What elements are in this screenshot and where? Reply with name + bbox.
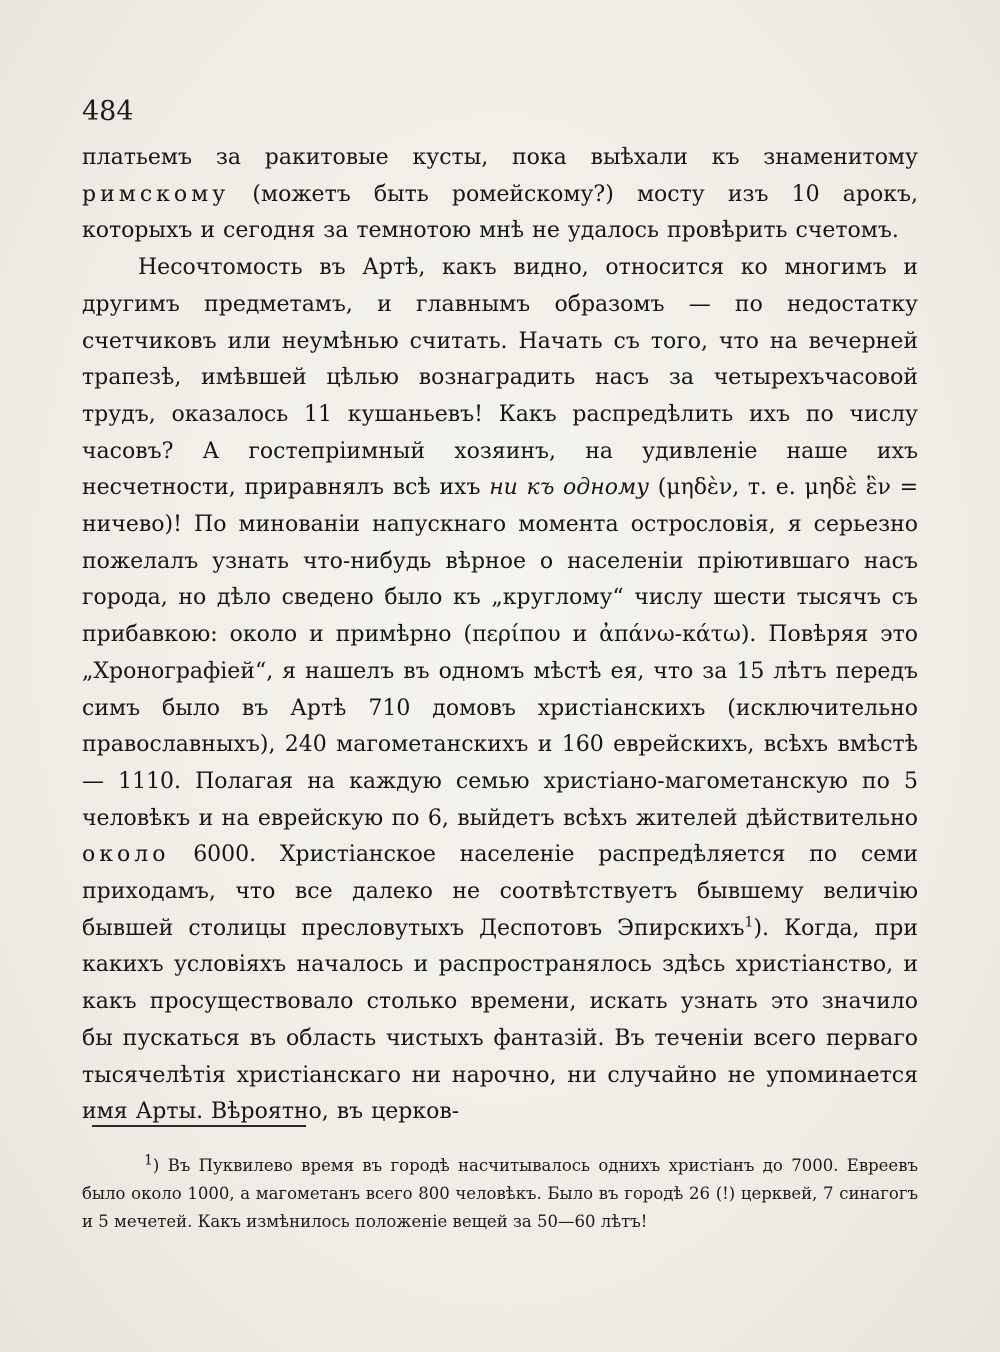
footnote-divider: [92, 1125, 306, 1127]
paragraph-1-spaced-word: римскому: [82, 181, 230, 207]
main-text: [82, 140, 918, 1131]
paragraph-2-part-a: Несочтомость въ Артѣ, какъ видно, относится ко многимъ и другимъ предметамъ, и главнымъ образомъ — по недостатку счетчиковъ или неумѣнью считать. Начать съ того, что на вечерней трапезѣ, имѣвшей цѣлью вознаградить насъ за четырехъчасовой трудъ, оказалось 11 кушаньевъ! Какъ распредѣлить ихъ по числу часовъ? А гостепріимный хозяинъ, на удивленіе наше ихъ несчетности, приравнялъ всѣ ихъ: [82, 255, 918, 501]
paragraph-1-part-c: (можетъ быть ромейскому?) мосту изъ 10 арокъ, которыхъ и сегодня за темнотою мнѣ не удалось провѣрить счетомъ.: [82, 181, 918, 244]
page-number: 484: [82, 96, 134, 127]
footnote-text: ) Въ Пуквилево время въ городѣ насчитывалось однихъ христіанъ до 7000. Евреевъ было около 1000, а магометанъ всего 800 человѣкъ. Было въ городѣ 26 (!) церквей, 7 синагогъ и 5 мечетей. Какъ измѣнилось положеніе вещей за 50—60 лѣтъ!: [82, 1156, 918, 1231]
paragraph-2-spaced-word: около: [82, 842, 170, 868]
footnote-marker: 1: [144, 1152, 153, 1169]
paragraph-2-part-g: ). Когда, при какихъ условіяхъ началось и распространялось здѣсь христіанство, и какъ просуществовало столько времени, искать узнать это значило бы пускаться въ область чистыхъ фантазій. Въ теченіи всего перваго тысячелѣтія христіанскаго ни нарочно, ни случайно не упоминается имя Арты. Вѣроятно, въ церков-: [82, 915, 918, 1125]
footnote-reference[interactable]: 1: [744, 914, 754, 931]
paragraph-2-part-e: 6000. Христіанское населеніе распредѣляется по семи приходамъ, что все далеко не соотвѣтствуетъ бывшему величію бывшей столицы пресловутыхъ Деспотовъ Эпирскихъ: [82, 842, 918, 941]
paragraph-2: [82, 250, 918, 1131]
footnote: [82, 1152, 918, 1236]
paragraph-1-part-a: платьемъ за ракитовые кусты, пока выѣхали къ знаменитому: [82, 145, 918, 170]
paragraph-2-italic-phrase: ни къ одному: [489, 475, 649, 501]
paragraph-2-part-c: (μηδὲν, т. е. μηδὲ ἓν = ничево)! По минованіи напускнаго момента острословія, я серьезно пожелалъ узнать что-нибудь вѣрное о населеніи пріютившаго насъ города, но дѣло сведено было къ „круглому“ числу шести тысячъ съ прибавкою: около и примѣрно (περίπου и ἀπάνω-κάτω). Повѣряя это „Хронографіей“, я нашелъ въ одномъ мѣстѣ ея, что за 15 лѣтъ передъ симъ было въ Артѣ 710 домовъ христіанскихъ (исключительно православныхъ), 240 магометанскихъ и 160 еврейскихъ, всѣхъ вмѣстѣ — 1110. Полагая на каждую семью христіано-магометанскую по 5 человѣкъ и на еврейскую по 6, выйдетъ всѣхъ жителей дѣйствительно: [82, 475, 919, 831]
paragraph-1: [82, 140, 918, 250]
